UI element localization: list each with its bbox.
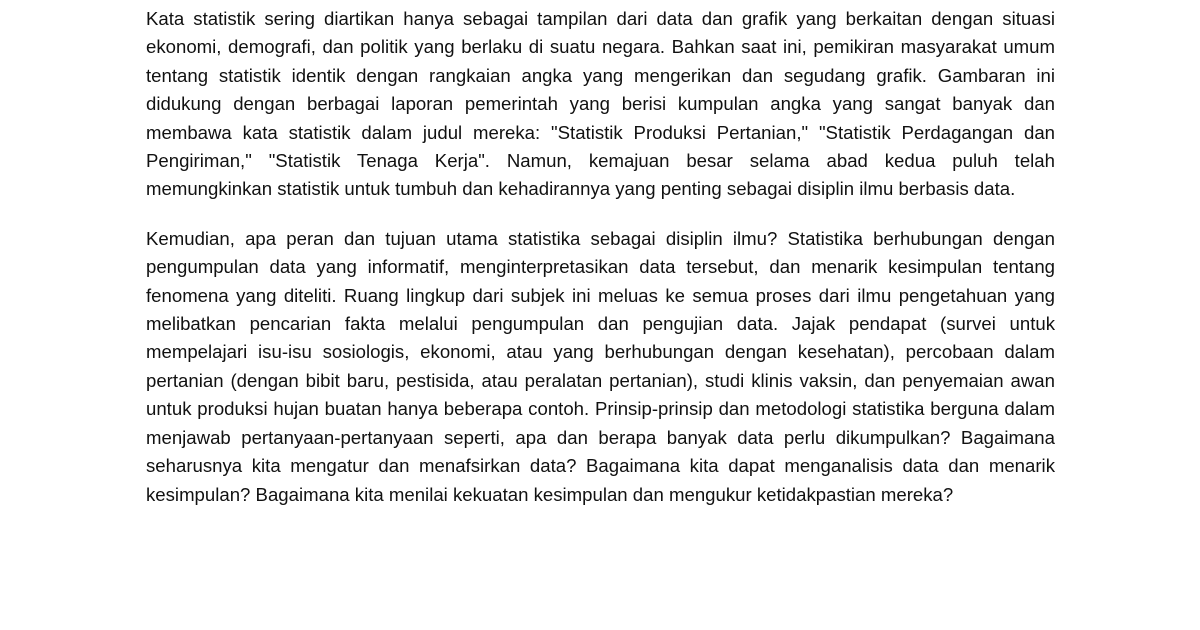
- paragraph-statistics-definition: Kata statistik sering diartikan hanya sebagai tampilan dari data dan grafik yang berkaitan dengan situasi ekonomi, demografi, dan politik yang berlaku di suatu negara. Bahkan saat ini, pemikiran masyarakat umum tentang statistik identik dengan rangkaian angka yang mengerikan dan segudang grafik. Gambaran ini didukung dengan berbagai laporan pemerintah yang berisi kumpulan angka yang sangat banyak dan membawa kata statistik dalam judul mereka: "Statistik Produksi Pertanian," "Statistik Perdagangan dan Pengiriman," "Statistik Tenaga Kerja". Namun, kemajuan besar selama abad kedua puluh telah memungkinkan statistik untuk tumbuh dan kehadirannya yang penting sebagai disiplin ilmu berbasis data.: [146, 8, 1055, 200]
- document-body: [146, 5, 1055, 509]
- paragraph-statistics-role: Kemudian, apa peran dan tujuan utama statistika sebagai disiplin ilmu? Statistika berhubungan dengan pengumpulan data yang informatif, menginterpretasikan data tersebut, dan menarik kesimpulan tentang fenomena yang diteliti. Ruang lingkup dari subjek ini meluas ke semua proses dari ilmu pengetahuan yang melibatkan pencarian fakta melalui pengumpulan dan pengujian data. Jajak pendapat (survei untuk mempelajari isu-isu sosiologis, ekonomi, atau yang berhubungan dengan kesehatan), percobaan dalam pertanian (dengan bibit baru, pestisida, atau peralatan pertanian), studi klinis vaksin, dan penyemaian awan untuk produksi hujan buatan hanya beberapa contoh. Prinsip-prinsip dan metodologi statistika berguna dalam menjawab pertanyaan-pertanyaan seperti, apa dan berapa banyak data perlu dikumpulkan? Bagaimana seharusnya kita mengatur dan menafsirkan data? Bagaimana kita dapat menganalisis data dan menarik kesimpulan? Bagaimana kita menilai kekuatan kesimpulan dan mengukur ketidakpastian mereka?: [146, 227, 1055, 505]
